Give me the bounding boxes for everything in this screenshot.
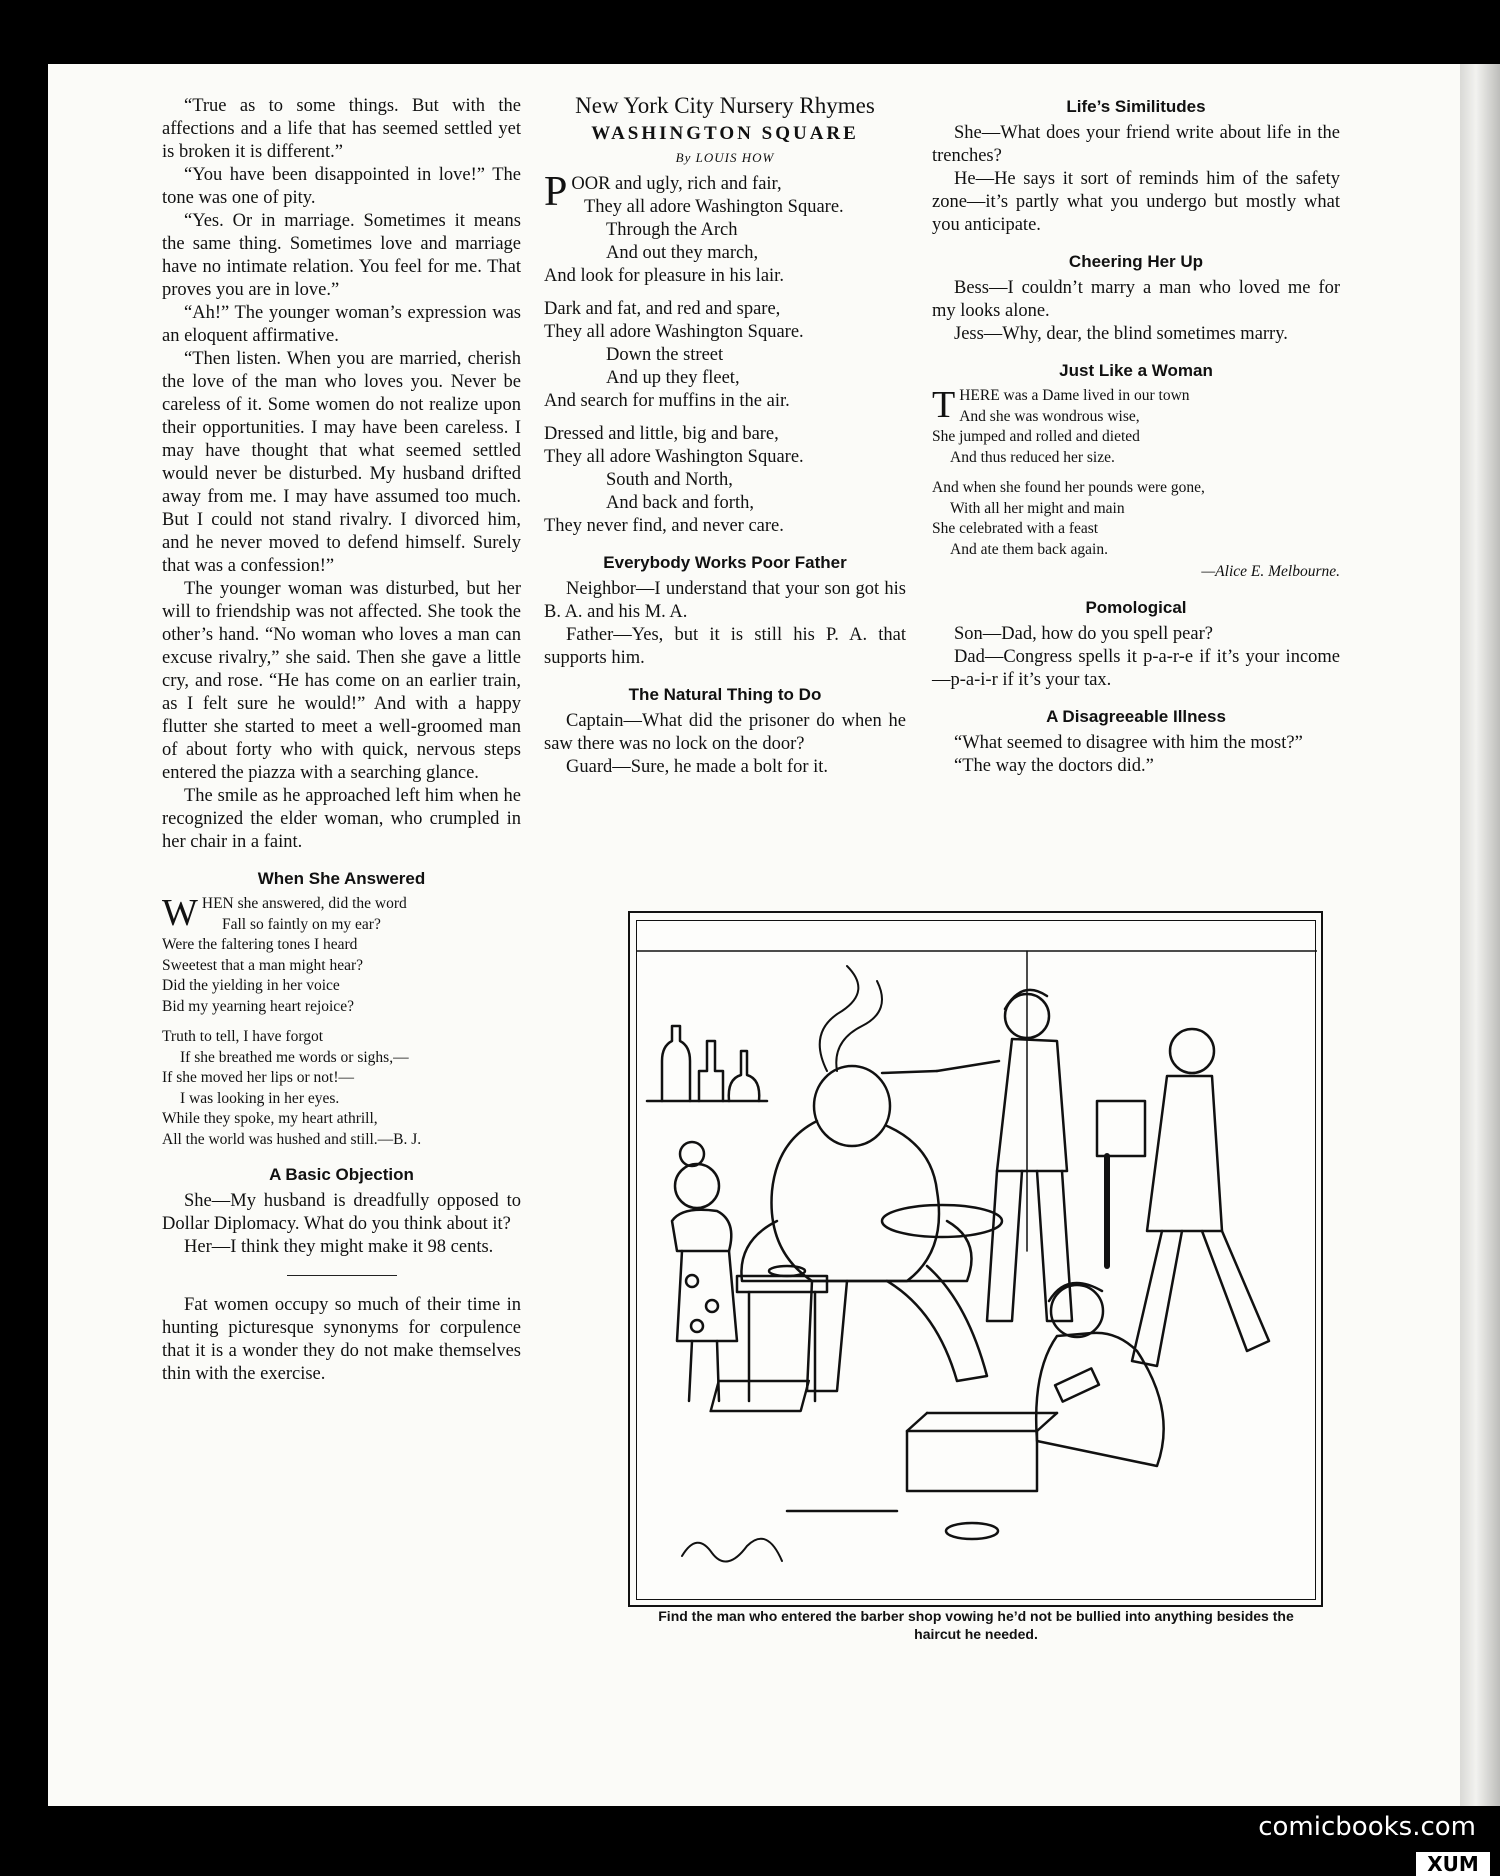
poem-line: And search for muffins in the air. (544, 391, 790, 411)
barber-shop-illustration (637, 921, 1317, 1601)
page-edge (1460, 64, 1500, 1806)
dialogue-line: Neighbor—I understand that your son got his B. A. and his M. A. (544, 579, 906, 622)
poem-line: HERE was a Dame lived in our town (959, 387, 1190, 404)
poem-line: And up they fleet, (606, 368, 740, 388)
poem-line: They all adore Washington Square. (544, 322, 804, 342)
poem-line: With all her might and main (950, 499, 1125, 517)
poem-line: And back and forth, (606, 493, 754, 513)
dialogue-line: “The way the doctors did.” (954, 756, 1154, 776)
poem-line: Truth to tell, I have forgot (162, 1028, 324, 1045)
poem-line: And she was wondrous wise, (959, 407, 1140, 425)
poem-when-she-answered (162, 894, 521, 1150)
dialogue-line: Captain—What did the prisoner do when he saw there was no lock on the door? (544, 711, 906, 754)
article-subtitle: WASHINGTON SQUARE (591, 123, 859, 144)
heading-pomological: Pomological (1085, 598, 1187, 617)
paragraph: “You have been disappointed in love!” The tone was one of pity. (162, 165, 521, 208)
poem-line: Fall so faintly on my ear? (222, 915, 381, 933)
column-middle (544, 92, 906, 779)
dialogue-line: Dad—Congress spells it p-a-r-e if it’s your income—p-a-i-r if it’s your tax. (932, 647, 1340, 690)
cartoon-caption: Find the man who entered the barber shop vowing he’d not be bullied into anything besides the haircut he needed. (658, 1608, 1294, 1642)
poem-just-like-a-woman (932, 386, 1340, 583)
dialogue-line: Guard—Sure, he made a bolt for it. (566, 757, 829, 777)
poem-line: And ate them back again. (950, 540, 1108, 558)
dialogue-line: Father—Yes, but it is still his P. A. that supports him. (544, 625, 906, 668)
poem-line: All the world was hushed and still.—B. J. (162, 1130, 422, 1148)
heading-everybody-works: Everybody Works Poor Father (603, 553, 847, 572)
divider (287, 1275, 397, 1276)
story-text (162, 95, 521, 854)
poem-line: While they spoke, my heart athrill, (162, 1110, 378, 1127)
poem-line: And when she found her pounds were gone, (932, 479, 1205, 496)
poem-line: They all adore Washington Square. (544, 447, 804, 467)
poem-line: And look for pleasure in his lair. (544, 266, 784, 286)
cartoon-panel (636, 920, 1316, 1600)
drop-cap: T (932, 384, 956, 426)
column-right (932, 92, 1340, 778)
poem-line: Dark and fat, and red and spare, (544, 299, 781, 319)
heading-basic-objection: A Basic Objection (269, 1165, 414, 1184)
dialogue-line: Jess—Why, dear, the blind sometimes marry. (954, 324, 1288, 344)
paragraph: “Yes. Or in marriage. Sometimes it means the same thing. Sometimes love and marriage have no intimate relation. You feel for me. That proves you are in love.” (162, 211, 521, 300)
poem-line: Sweetest that a man might hear? (162, 956, 364, 974)
heading-lifes-similitudes: Life’s Similitudes (1066, 97, 1206, 116)
poem-line: South and North, (606, 470, 733, 490)
poem-line: And thus reduced her size. (950, 448, 1115, 466)
dialogue-line: She—What does your friend write about life in the trenches? (932, 123, 1340, 166)
poem-author: —Alice E. Melbourne. (1201, 563, 1340, 580)
drop-cap: P (544, 169, 568, 215)
heading-when-she-answered: When She Answered (257, 869, 426, 888)
poem-line: Bid my yearning heart rejoice? (162, 997, 354, 1015)
poem-line: Were the faltering tones I heard (162, 936, 358, 953)
article-title: New York City Nursery Rhymes (575, 93, 875, 118)
dialogue-line: Bess—I couldn’t marry a man who loved me for my looks alone. (932, 278, 1340, 321)
byline: By LOUIS HOW (675, 150, 775, 165)
poem-line: I was looking in her eyes. (180, 1089, 340, 1107)
site-watermark: comicbooks.com (1258, 1812, 1476, 1842)
corner-badge: XUM (1416, 1852, 1490, 1876)
poem-line: They never find, and never care. (544, 516, 784, 536)
poem-line: If she breathed me words or sighs,— (180, 1048, 409, 1066)
poem-line: They all adore Washington Square. (584, 197, 844, 217)
dialogue-line: He—He says it sort of reminds him of the safety zone—it’s partly what you undergo but mostly what you anticipate. (932, 169, 1340, 235)
poem-line: And out they march, (606, 243, 759, 263)
paragraph: The younger woman was disturbed, but her will to friendship was not affected. She took the other’s hand. “No woman who loves a man can excuse rivalry,” she said. Then she gave a little cry, and rose. “He has come on an earlier train, as I felt sure he would!” And with a happy flutter she started to meet a well-groomed man of about forty who with quick, nervous steps entered the piazza with a searching glance. (162, 579, 521, 783)
poem-washington-square (544, 169, 906, 538)
paragraph: “Then listen. When you are married, cherish the love of the man who loves you. Never be careless of it. Some women do not realize upon their opportunities. I may have been careless. I may have thought that what seemed settled would never be disturbed. My husband drifted away from me. I may have assumed too much. But I could not stand rivalry. I divorced him, and he never moved to defend himself. Surely that was a confession!” (162, 349, 521, 576)
poem-line: Dressed and little, big and bare, (544, 424, 779, 444)
paragraph: “True as to some things. But with the affections and a life that has seemed settled yet is broken it is different.” (162, 96, 521, 162)
poem-line: If she moved her lips or not!— (162, 1069, 354, 1086)
poem-line: HEN she answered, did the word (201, 895, 407, 912)
poem-line: She jumped and rolled and dieted (932, 428, 1140, 445)
poem-line: OOR and ugly, rich and fair, (571, 174, 782, 194)
paragraph: The smile as he approached left him when he recognized the elder woman, who crumpled in her chair in a faint. (162, 786, 521, 852)
paragraph: “Ah!” The younger woman’s expression was an eloquent affirmative. (162, 303, 521, 346)
poem-line: She celebrated with a feast (932, 520, 1099, 537)
heading-disagreeable-illness: A Disagreeable Illness (1046, 707, 1226, 726)
poem-line: Down the street (606, 345, 724, 365)
dialogue-line: Son—Dad, how do you spell pear? (954, 624, 1213, 644)
poem-line: Did the yielding in her voice (162, 977, 340, 994)
dialogue-line: “What seemed to disagree with him the most?” (954, 733, 1303, 753)
heading-just-like-a-woman: Just Like a Woman (1059, 361, 1213, 380)
dialogue-line: She—My husband is dreadfully opposed to Dollar Diplomacy. What do you think about it? (162, 1191, 521, 1234)
closing-paragraph: Fat women occupy so much of their time in hunting picturesque synonyms for corpulence that it is a wonder they do not make themselves thin with the exercise. (162, 1295, 521, 1384)
drop-cap: W (162, 892, 198, 934)
heading-cheering-her-up: Cheering Her Up (1068, 252, 1204, 271)
dialogue-line: Her—I think they might make it 98 cents. (184, 1237, 494, 1257)
heading-natural-thing: The Natural Thing to Do (628, 685, 822, 704)
column-left (162, 95, 521, 1386)
poem-line: Through the Arch (606, 220, 738, 240)
